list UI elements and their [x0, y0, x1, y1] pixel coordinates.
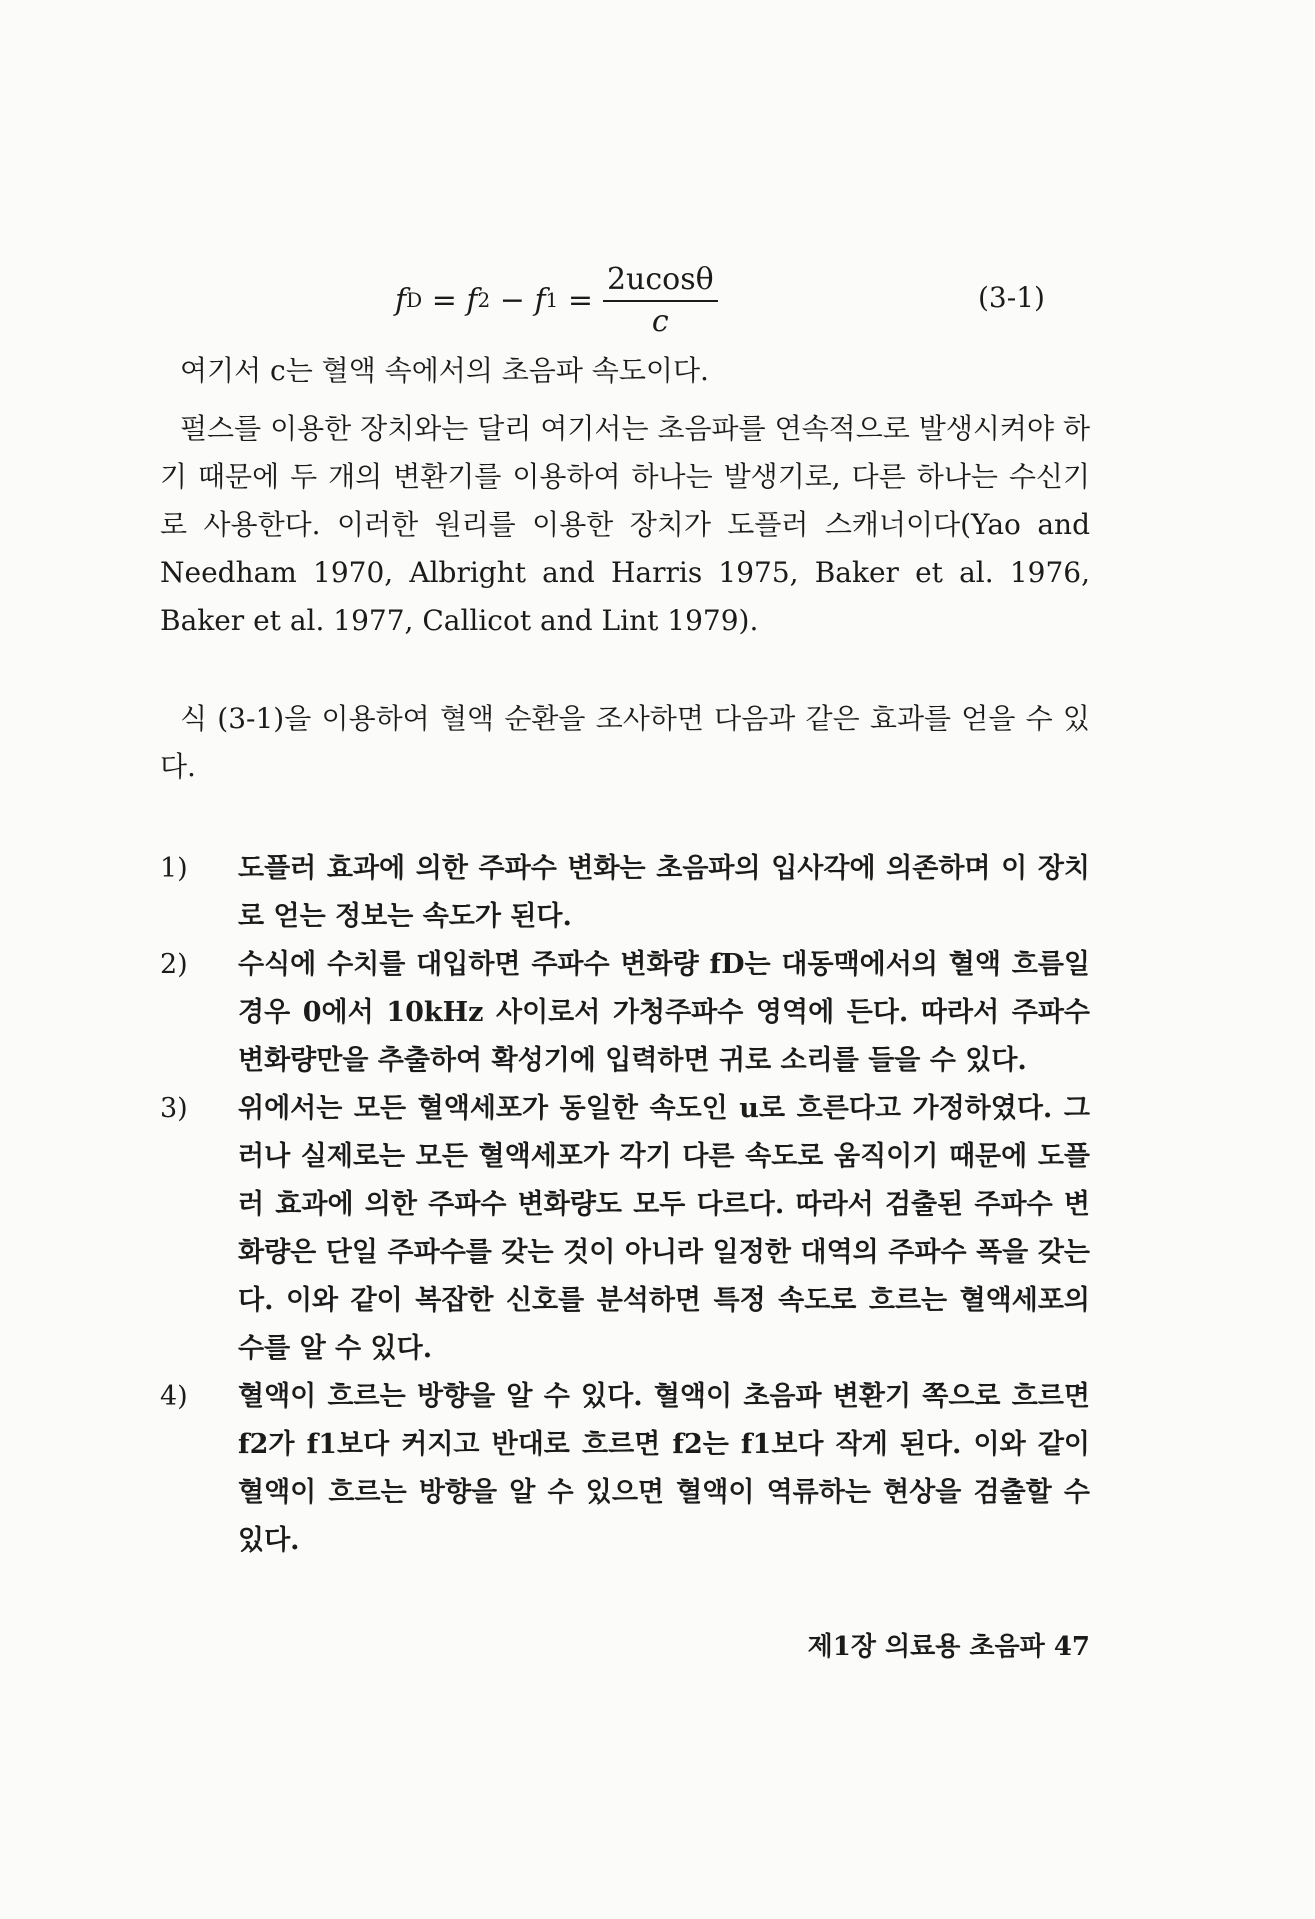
- list-item-number: 2): [160, 949, 188, 980]
- eq-f2-sub: 2: [477, 288, 491, 312]
- eq-f2: f: [466, 282, 478, 318]
- effects-list: [160, 845, 1090, 1565]
- page-footer: 제1장 의료용 초음파 47: [807, 1632, 1090, 1662]
- eq-f1: f: [534, 282, 546, 318]
- paragraph-3: 식 (3-1)을 이용하여 혈액 순환을 조사하면 다음과 같은 효과를 얻을 수 있다.: [160, 702, 1090, 783]
- eq-denominator: c: [651, 303, 669, 339]
- paragraph-1: 여기서 c는 혈액 속에서의 초음파 속도이다.: [180, 354, 709, 387]
- eq-fd: f: [395, 282, 407, 318]
- eq-fd-sub: D: [406, 288, 423, 312]
- list-item-number: 1): [160, 853, 188, 884]
- list-item: [160, 1373, 1090, 1565]
- list-item-text: 혈액이 흐르는 방향을 알 수 있다. 혈액이 초음파 변환기 쪽으로 흐르면 f2가 f1보다 커지고 반대로 흐르면 f2는 f1보다 작게 된다. 이와 같이 혈액이 흐르는 방향을 알 수 있으면 혈액이 역류하는 현상을 검출할 수 있다.: [238, 1381, 1090, 1556]
- list-item-number: 4): [160, 1381, 188, 1412]
- doppler-equation: f D = f 2 − f 1 = $\frac{2ucos\theta}{c}$: [395, 255, 718, 345]
- list-item-number: 3): [160, 1093, 188, 1124]
- eq-numerator: 2ucosθ: [603, 262, 718, 302]
- eq-fraction: [603, 262, 718, 339]
- list-item: [160, 1085, 1090, 1373]
- paragraph-2: 펄스를 이용한 장치와는 달리 여기서는 초음파를 연속적으로 발생시켜야 하기 때문에 두 개의 변환기를 이용하여 하나는 발생기로, 다른 하나는 수신기로 사용한다. 이러한 원리를 이용한 장치가 도플러 스캐너이다(Yao and Needham 1970, Albright and Harris 1975, Baker et al. 1976, Baker et al. 1977, Callicot and Lint 1979).: [160, 412, 1090, 637]
- list-item: [160, 845, 1090, 941]
- list-item-text: 위에서는 모든 혈액세포가 동일한 속도인 u로 흐른다고 가정하였다. 그러나 실제로는 모든 혈액세포가 각기 다른 속도로 움직이기 때문에 도플러 효과에 의한 주파수 변화량도 모두 다르다. 따라서 검출된 주파수 변화량은 단일 주파수를 갖는 것이 아니라 일정한 대역의 주파수 폭을 갖는다. 이와 같이 복잡한 신호를 분석하면 특정 속도로 흐르는 혈액세포의 수를 알 수 있다.: [238, 1093, 1090, 1364]
- list-item-text: 도플러 효과에 의한 주파수 변화는 초음파의 입사각에 의존하며 이 장치로 얻는 정보는 속도가 된다.: [238, 853, 1090, 932]
- list-item: [160, 941, 1090, 1085]
- eq-f1-sub: 1: [545, 288, 559, 312]
- list-item-text: 수식에 수치를 대입하면 주파수 변화량 fD는 대동맥에서의 혈액 흐름일 경우 0에서 10kHz 사이로서 가청주파수 영역에 든다. 따라서 주파수 변화량만을 추출하여 확성기에 입력하면 귀로 소리를 들을 수 있다.: [238, 949, 1090, 1076]
- equation-number: (3-1): [978, 281, 1045, 314]
- equation-block: [0, 255, 1315, 345]
